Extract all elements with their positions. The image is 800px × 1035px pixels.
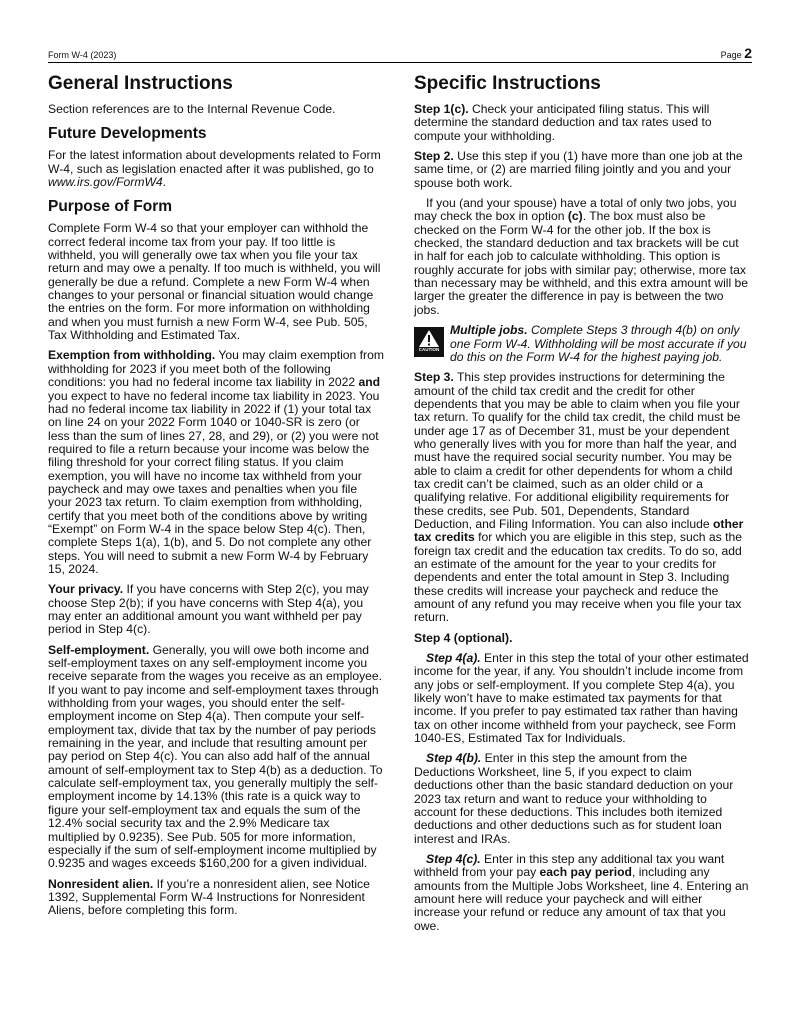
lead: Self-employment. (48, 642, 150, 657)
self-employment-paragraph (48, 644, 384, 871)
lead: Step 3. (414, 370, 454, 385)
intro-text: Section references are to the Internal Revenue Code. (48, 102, 336, 116)
step-4-heading (414, 632, 750, 645)
text: for which you are eligible in this step, such as the foreign tax credit and the education tax credits. To do so, add an estimate of the amount for the year to your credits for dependents and enter the total amount in Step 3. Including these credits will increase your paycheck and reduce the amount of any refund you may receive when you file your tax return. (414, 530, 742, 625)
text: . The box must also be checked on the Form W-4 for the other job. If the box is checked, the standard deduction and tax brackets will be cut in half for each job to calculate withholding. This option is roughly accurate for jobs with similar pay; otherwise, more tax than necessary may be withheld, and this extra amount will be larger the greater the difference in pay is between the two jobs. (414, 209, 749, 317)
bold: and (358, 375, 381, 390)
specific-instructions-column (414, 70, 750, 940)
purpose-text: Complete Form W-4 so that your employer can withhold the correct federal income tax from your pay. If too little is withheld, you will generally owe tax when you file your tax return and may owe a penalty. If too much is withheld, you will generally be due a refund. Complete a new Form W-4 when changes to your personal or financial situation would change the entries on the form. For more information on withholding and when you must furnish a new Form W-4, see Pub. 505, Tax Withholding and Estimated Tax. (48, 221, 381, 343)
text: Complete Steps 3 through 4(b) on only one Form W-4. Withholding will be most accurate if you do this on the Form W-4 for the highest paying job. (450, 323, 747, 364)
text: . (162, 175, 167, 190)
text: Check your anticipated filing status. This will determine the standard deduction and tax rates used to compute your withholding. (414, 102, 712, 143)
lead: Step 4(c). (426, 851, 481, 866)
privacy-paragraph (48, 583, 384, 636)
irs-link[interactable]: www.irs.gov/FormW4 (48, 175, 163, 190)
lead: Step 4(b). (426, 751, 482, 766)
text: For the latest information about developments related to Form W-4, such as legislation enacted after it was published, go to (48, 148, 381, 176)
lead: Step 2. (414, 149, 454, 164)
text: If you (and your spouse) have a total of only two jobs, you may check the box in option (414, 196, 737, 224)
page-header (48, 47, 752, 63)
bold: (c) (567, 209, 583, 224)
future-developments-text (48, 149, 384, 189)
bold: other tax credits (414, 516, 744, 545)
caution-text (450, 324, 750, 364)
step-4a-paragraph (414, 652, 750, 745)
text: If you’re a nonresident alien, see Notice 1392, Supplemental Form W-4 Instructions for Nonresident Aliens, before completing this form. (48, 876, 370, 918)
text: , including any amounts from the Multiple Jobs Worksheet, line 4. Entering an amount here will reduce your paycheck and will either increase your refund or reduce any amount of tax that you owe. (414, 865, 749, 933)
text: This step provides instructions for determining the amount of the child tax credit and the credit for other dependents that you may be able to claim when you file your tax return. To qualify for the child tax credit, the child must be under age 17 as of December 31, must be your dependent who generally lives with you for more than half the year, and must have the required social security number. You may be able to claim a credit for other dependents for whom a child tax credit can’t be claimed, such as an older child or a qualifying relative. For additional eligibility requirements for these credits, see Pub. 501, Dependents, Standard Deduction, and Filing Information. You can also include (414, 370, 741, 531)
exemption-paragraph (48, 349, 384, 576)
two-jobs-paragraph (414, 197, 750, 317)
step-2-paragraph (414, 150, 750, 190)
general-instructions-column (48, 70, 384, 925)
text: Enter in this step any additional tax you want withheld from your pay (414, 851, 725, 880)
text: If you have concerns with Step 2(c), you may choose Step 2(b); if you have concerns with Step 4(a), you may enter an additional amount you want withheld per pay period in Step 4(c). (48, 582, 369, 637)
page-label: Page (720, 50, 742, 60)
step-1c-paragraph (414, 103, 750, 143)
lead: Your privacy. (48, 582, 124, 597)
lead: Multiple jobs. (450, 323, 528, 338)
text: you expect to have no federal income tax liability in 2023. You had no federal income tax liability in 2022 if (1) your total tax on line 24 on your 2022 Form 1040 or 1040-SR is zero (or less than the sum of lines 27, 28, and 29), or (2) you were not required to file a return because your income was below the filing threshold for your correct filing status. If you claim exemption, you will have no income tax withheld from your paycheck and may owe taxes and penalties when you file your 2023 tax return. To claim exemption from withholding, certify that you meet both of the conditions above by writing “Exempt” on Form W-4 in the space below Step 4(c). Then, complete Steps 1(a), 1(b), and 5. Do not complete any other steps. You will need to submit a new Form W-4 by February 15, 2024. (48, 388, 380, 576)
section-title: General Instructions (48, 73, 233, 94)
lead: Exemption from withholding. (48, 348, 216, 363)
lead: Nonresident alien. (48, 876, 154, 891)
purpose-heading: Purpose of Form (48, 198, 173, 216)
future-developments-heading: Future Developments (48, 125, 207, 143)
step-4b-paragraph (414, 752, 750, 845)
caution-note (414, 324, 750, 364)
text: You may claim exemption from withholding for 2023 if you meet both of the following conditions: you had no federal income tax liability in 2022 (48, 348, 384, 390)
page-num: 2 (744, 45, 752, 61)
section-title: Specific Instructions (414, 73, 601, 94)
nonresident-paragraph (48, 878, 384, 918)
text: Use this step if you (1) have more than one job at the same time, or (2) are married filing jointly and you and your spouse both work. (414, 149, 743, 190)
lead: Step 4 (optional). (414, 630, 513, 645)
text: Enter in this step the amount from the Deductions Worksheet, line 5, if you expect to claim deductions other than the basic standard deduction on your 2023 tax return and want to reduce your withholding to account for these deductions. This includes both itemized deductions and other deductions such as for student loan interest and IRAs. (414, 751, 734, 846)
caution-label: CAUTION (418, 346, 440, 352)
form-name: Form W-4 (2023) (48, 50, 117, 60)
step-3-paragraph (414, 371, 750, 625)
page-number (721, 45, 752, 61)
text: Enter in this step the total of your other estimated income for the year, if any. You shouldn’t include income from any jobs or self-employment. If you complete Step 4(a), you likely won’t have to make estimated tax payments for that income. If you prefer to pay estimated tax rather than having tax on other income withheld from your paycheck, see Form 1040-ES, Estimated Tax for Individuals. (414, 651, 749, 746)
bold: each pay period (539, 865, 632, 880)
lead: Step 1(c). (414, 102, 469, 116)
lead: Step 4(a). (426, 651, 481, 666)
caution-icon (414, 327, 444, 357)
step-4c-paragraph (414, 853, 750, 933)
text: Generally, you will owe both income and self-employment taxes on any self-employment income you receive separate from the wages you receive as an employee. If you want to pay income and self-employment taxes through withholding from your wages, you should enter the self-employment income on Step 4(a). Then compute your self-employment tax, divide that tax by the number of pay periods remaining in the year, and include that resulting amount per pay period on Step 4(c). You can also add half of the annual amount of self-employment tax to Step 4(b) as a deduction. To calculate self-employment tax, you generally multiply the self-employment income by 14.13% (this rate is a quick way to figure your self-employment tax and equals the sum of the 12.4% social security tax and the 2.9% Medicare tax multiplied by 0.9235). See Pub. 505 for more information, especially if the sum of self-employment income multiplied by 0.9235 and wages exceeds $160,200 for a given individual. (48, 642, 383, 871)
